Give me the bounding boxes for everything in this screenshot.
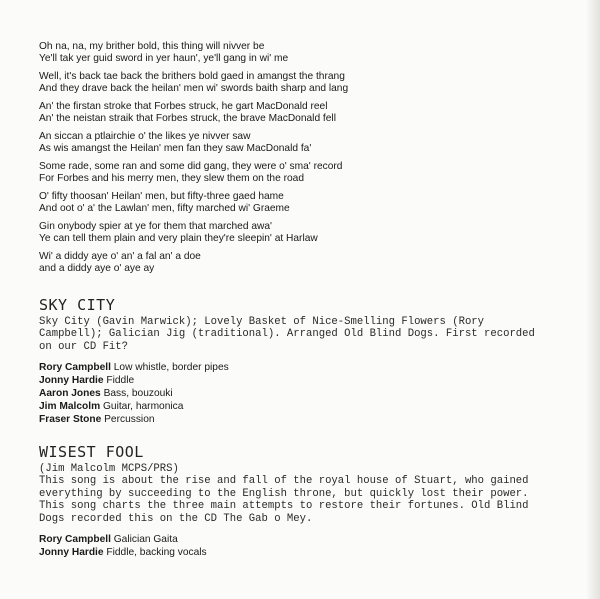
lyric-line: O' fifty thoosan' Heilan' men, but fifty-three gaed hame	[39, 191, 284, 202]
musician-list	[39, 361, 569, 426]
lyric-line: Some rade, some ran and some did gang, they were o' sma' record	[39, 161, 343, 172]
musician-list	[39, 533, 569, 559]
musician-name: Fraser Stone	[39, 414, 102, 426]
lyric-stanza	[39, 71, 569, 96]
lyric-stanza	[39, 191, 569, 216]
musician-role: Percussion	[104, 414, 155, 426]
musician-role: Fiddle, backing vocals	[106, 547, 207, 559]
musician-entry	[39, 533, 569, 546]
lyric-line: An siccan a ptlairchie o' the likes ye nivver saw	[39, 131, 251, 142]
section-title: SKY CITY	[39, 295, 116, 314]
lyric-stanza	[39, 221, 569, 246]
lyric-line: Oh na, na, my brither bold, this thing will nivver be	[39, 41, 265, 52]
lyric-stanza	[39, 41, 569, 66]
section-title: WISEST FOOL	[39, 443, 144, 462]
lyric-line: An' the firstan stroke that Forbes struck, he gart MacDonald reel	[39, 101, 328, 112]
lyric-line: For Forbes and his merry men, they slew them on the road	[39, 173, 304, 185]
lyric-line: Ye can tell them plain and very plain they're sleepin' at Harlaw	[39, 233, 318, 245]
lyric-line: Wi' a diddy aye o' an' a fal an' a doe	[39, 251, 201, 262]
musician-entry	[39, 413, 569, 426]
track-credit: Sky City (Gavin Marwick); Lovely Basket of Nice-Smelling Flowers (Rory Campbell); Galician Jig (traditional). Arranged Old Blind Dogs. First recorded on our CD Fit?	[39, 315, 535, 353]
musician-name: Jonny Hardie	[39, 375, 104, 387]
lyric-stanza	[39, 161, 569, 186]
lyric-line: As wis amangst the Heilan' men fan they saw MacDonald fa'	[39, 143, 312, 155]
lyrics-block	[39, 41, 569, 276]
lyric-line: Gin onybody spier at ye for them that marched awa'	[39, 221, 272, 232]
track-credit: (Jim Malcolm MCPS/PRS) This song is about the rise and fall of the royal house of Stuart, who gained everything by succeeding to the English throne, but quickly lost their power. This song charts the three main attempts to restore their fortunes. Old Blind Dogs recorded this on the CD The Gab o Mey.	[39, 463, 529, 525]
musician-name: Aaron Jones	[39, 388, 101, 400]
wisest-fool-section	[39, 443, 569, 559]
lyric-line: And they drave back the heilan' men wi' swords baith sharp and lang	[39, 83, 349, 95]
musician-name: Jonny Hardie	[39, 547, 104, 559]
musician-name: Rory Campbell	[39, 362, 111, 374]
musician-role: Fiddle	[106, 375, 135, 387]
lyric-line: Ye'll tak yer guid sword in yer haun', ye'll gang in wi' me	[39, 53, 289, 65]
page-fold-shadow	[586, 0, 600, 599]
musician-entry	[39, 361, 569, 374]
lyric-line: Well, it's back tae back the brithers bold gaed in amangst the thrang	[39, 71, 345, 82]
lyric-stanza	[39, 101, 569, 126]
musician-entry	[39, 387, 569, 400]
musician-entry	[39, 400, 569, 413]
lyric-line: And oot o' a' the Lawlan' men, fifty marched wi' Graeme	[39, 203, 290, 215]
musician-role: Low whistle, border pipes	[113, 362, 229, 374]
musician-role: Galician Gaita	[113, 534, 178, 546]
musician-entry	[39, 374, 569, 387]
lyric-stanza	[39, 131, 569, 156]
musician-entry	[39, 546, 569, 559]
page-content	[39, 41, 569, 559]
lyric-stanza	[39, 251, 569, 276]
musician-name: Jim Malcolm	[39, 401, 101, 413]
lyric-line: An' the neistan straik that Forbes struck, the brave MacDonald fell	[39, 113, 336, 125]
lyric-line: and a diddy aye o' aye ay	[39, 263, 155, 275]
musician-role: Guitar, harmonica	[103, 401, 184, 413]
musician-role: Bass, bouzouki	[103, 388, 173, 400]
musician-name: Rory Campbell	[39, 534, 111, 546]
sky-city-section	[39, 296, 569, 426]
